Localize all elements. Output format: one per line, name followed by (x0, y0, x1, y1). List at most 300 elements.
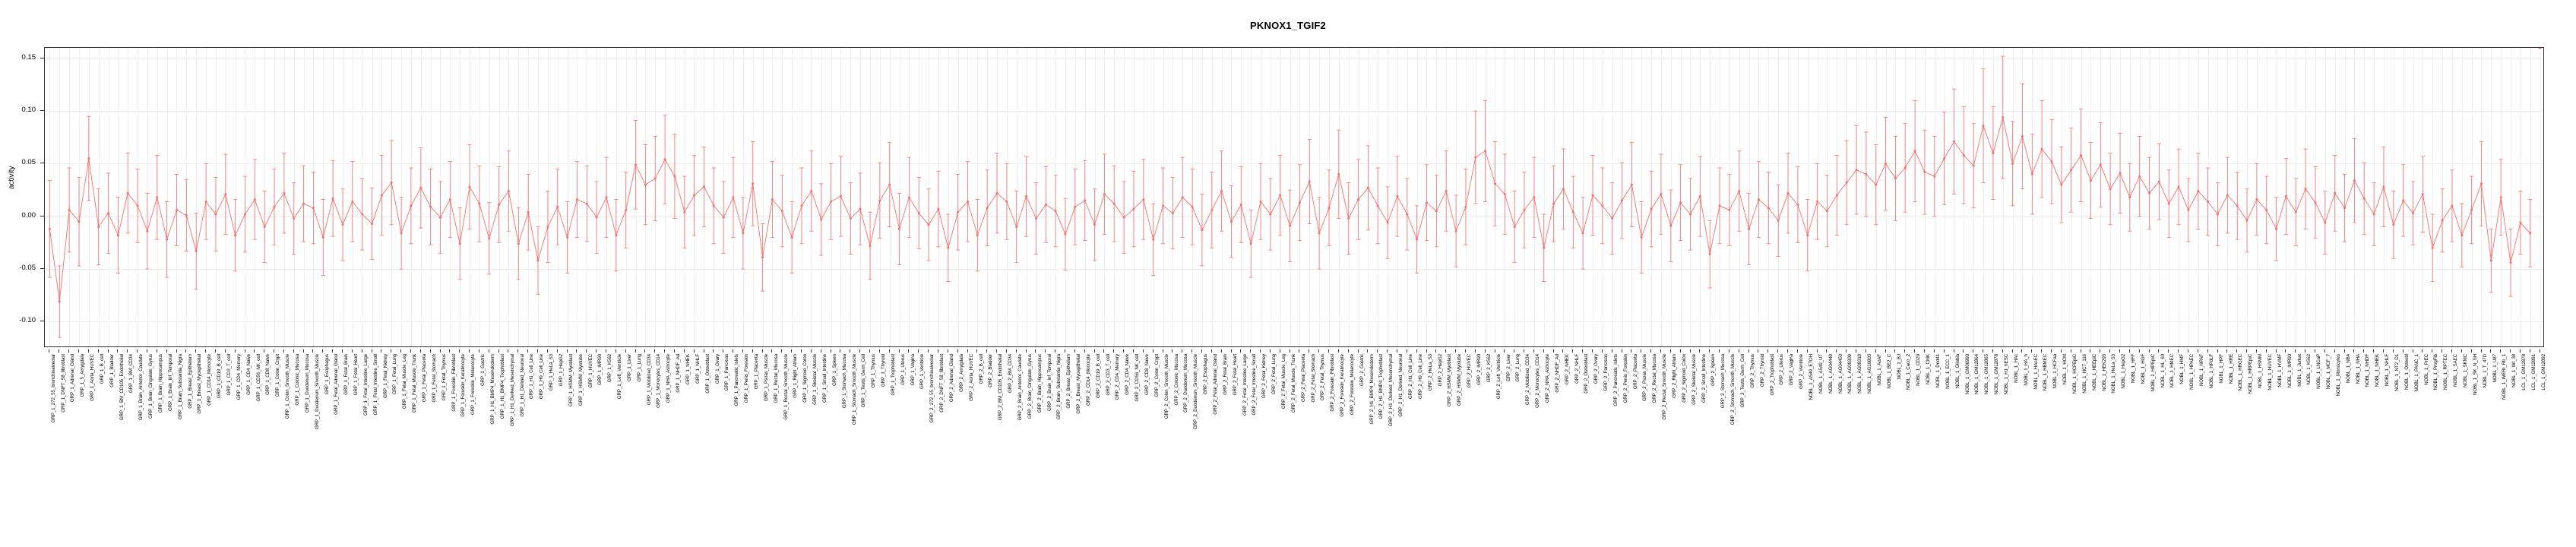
x-tick-label: GRP_2_Sigmoid_Colon (1681, 354, 1687, 403)
x-tick-label: GRP_1_H1_Cell_Line (529, 354, 535, 400)
x-tick-label: GRP_1_Fetal_Thymus (441, 354, 447, 401)
x-tick-label: GRP_1_Stomach_Smooth_Muscle (851, 354, 857, 425)
x-tick-mark (967, 349, 968, 353)
x-tick-label: GRP_1_B_cell (99, 354, 105, 384)
x-tick-label: NOBL_1_HAoEC (2033, 354, 2039, 390)
x-tick-mark (1709, 349, 1710, 353)
x-tick-label: GRP_2_Ovary (1593, 354, 1600, 384)
x-tick-mark (1445, 349, 1446, 353)
x-tick-mark (78, 349, 79, 353)
x-tick-label: GRP_1_HeLa_S3 (549, 354, 555, 391)
x-tick-mark (644, 349, 645, 353)
x-tick-label: GRP_1_Fetal_Lung (392, 354, 398, 395)
x-tick-mark (1250, 349, 1251, 353)
x-tick-mark (996, 349, 997, 353)
x-tick-label: GRP_1_Monocytes_CD14 (656, 354, 662, 408)
x-tick-label: GRP_2_Rectal_Smooth_Muscle (1662, 354, 1668, 420)
x-tick-label: GRP_1_Esophagus (324, 354, 330, 395)
x-tick-label: GRP_2_CD4_Memory (1115, 354, 1121, 400)
x-tick-label: NOBL_1_H1_hESC (2003, 354, 2009, 395)
x-tick-mark (1553, 349, 1554, 353)
x-tick-label: GRP_1_272_55_bronchioalveolar (50, 354, 56, 423)
x-tick-mark (2021, 349, 2022, 353)
x-tick-label: NOBL_1_NT2_D1 (2394, 354, 2400, 391)
x-tick-mark (2168, 349, 2169, 353)
x-tick-mark (674, 349, 675, 353)
x-tick-mark (713, 349, 714, 353)
x-tick-label: GRP_1_CD3_T_cell (226, 354, 232, 396)
x-tick-mark (1846, 349, 1847, 353)
x-tick-label: NOBL_1_Monocytes (2335, 354, 2341, 397)
x-tick-label: GRP_2_272_55_bronchioalveolar (929, 354, 935, 423)
x-tick-label: NOBL_1_AG04449 (1828, 354, 1834, 394)
x-tick-mark (1904, 349, 1905, 353)
x-tick-label: NOBL_1_HEEpiC (2091, 354, 2097, 390)
x-tick-mark (1963, 349, 1964, 353)
x-tick-label: GRP_2_Small_Intestine (1701, 354, 1707, 403)
x-tick-label: GRP_1_H1_Derived_Mesenchymal (509, 354, 515, 427)
x-tick-label: NOBL_1_RPTEC (2443, 354, 2449, 390)
x-tick-mark (2334, 349, 2335, 353)
x-tick-label: NOBL_1_NHEK (2375, 354, 2381, 387)
x-tick-mark (2226, 349, 2227, 353)
x-tick-mark (2109, 349, 2110, 353)
x-tick-label: GRP_1_NHA_Astrocyte (666, 354, 672, 403)
x-tick-mark (1358, 349, 1359, 353)
x-tick-label: GRP_2_Vagina (1789, 354, 1795, 386)
x-tick-label: NOBL_1_HGF (2140, 354, 2146, 384)
x-tick-label: GRP_2_HSMM_Myoblast (1447, 354, 1453, 406)
x-tick-label: GRP_1_5_Amygdala (80, 354, 86, 397)
x-tick-label: NOBL_1_LNCaP (2316, 354, 2322, 389)
x-tick-label: GRP_1_H1_Derived_Neuronal (519, 354, 525, 417)
x-tick-mark (2344, 349, 2345, 353)
x-tick-mark (2266, 349, 2267, 353)
x-tick-label: GRP_2_Bladder (988, 354, 994, 387)
x-tick-label: GRP_1_Osteoblast (704, 354, 710, 394)
x-tick-mark (1748, 349, 1749, 353)
x-tick-label: GRP_2_NHLF (1574, 354, 1580, 384)
x-tick-mark (2276, 349, 2277, 353)
x-tick-label: NOBL_1_GM12878 (1994, 354, 2000, 394)
x-tick-mark (1221, 349, 1222, 353)
x-tick-mark (537, 349, 538, 353)
x-tick-mark (2490, 349, 2491, 353)
x-tick-mark (2353, 349, 2354, 353)
x-tick-label: NOBL_1_HL_60 (2160, 354, 2166, 388)
x-tick-label: GRP_2_Fetal_Heart (1232, 354, 1238, 396)
x-tick-label: GRP_2_Lung (1515, 354, 1521, 382)
x-tick-label: NOBL_1_A549_ETOH (1808, 354, 1814, 400)
x-tick-mark (1026, 349, 1027, 353)
x-tick-mark (1670, 349, 1671, 353)
x-tick-label: GRP_1_Small_Intestine (821, 354, 828, 403)
x-tick-label: NOBL_1_Osteobl (2404, 354, 2410, 390)
x-tick-mark (567, 349, 568, 353)
x-tick-mark (2119, 349, 2120, 353)
x-tick-label: GRP_2_Testis_Germ_Cell (1739, 354, 1745, 408)
x-tick-label: NOBL_1_HRE (2228, 354, 2234, 384)
x-tick-mark (557, 349, 558, 353)
x-tick-label: GRP_2_H1_Derived_Neuronal (1398, 354, 1404, 417)
x-tick-label: GRP_2_Fetal_Placenta (1300, 354, 1306, 403)
x-tick-label: GRP_2_Fetal_Brain (1222, 354, 1228, 395)
x-tick-label: NOBL_1_HRGEC (2238, 354, 2244, 391)
x-tick-label: GRP_2_NHDF_Ad (1554, 354, 1560, 393)
x-tick-mark (1797, 349, 1798, 353)
x-tick-label: GRP_1_Fetal_Adrenal_Gland (334, 354, 340, 415)
x-tick-label: GRP_2_H1_BMP4_Mesendoderm (1369, 354, 1375, 425)
x-tick-mark (1435, 349, 1436, 353)
x-tick-mark (654, 349, 655, 353)
x-tick-label: NOBL_1_K562 (2306, 354, 2312, 385)
x-tick-mark (2510, 349, 2511, 353)
x-tick-label: GRP_2_Penis_Foreskin (1622, 354, 1628, 403)
x-tick-label: NOBL_1_CMK (1926, 354, 1932, 384)
x-tick-label: GRP_1_Skeletal_Muscle (812, 354, 818, 405)
x-tick-label: NOBL_1_NHA (2355, 354, 2361, 384)
x-tick-mark (1944, 349, 1945, 353)
x-tick-mark (976, 349, 977, 353)
x-tick-mark (1045, 349, 1046, 353)
x-tick-label: GRP_2_BM_CD34 (1008, 354, 1014, 393)
x-tick-mark (1328, 349, 1329, 353)
x-tick-label: NOBL_1_ProgFib (2433, 354, 2439, 390)
x-tick-mark (166, 349, 167, 353)
x-tick-label: GRP_2_Gastric (1359, 354, 1365, 387)
y-tick-label: 0.15 (21, 52, 36, 62)
x-tick-mark (801, 349, 802, 353)
x-tick-mark (2471, 349, 2472, 353)
x-tick-mark (185, 349, 186, 353)
x-tick-label: GRP_1_K562 (607, 354, 613, 383)
x-tick-mark (1817, 349, 1818, 353)
x-tick-mark (117, 349, 118, 353)
x-tick-mark (352, 349, 353, 353)
x-tick-mark (195, 349, 196, 353)
x-tick-label: GRP_2_Pancreatic_Islets (1612, 354, 1619, 406)
x-tick-label: GRP_1_Foreskin_Melanocyte (470, 354, 476, 416)
x-tick-label: GRP_2_Aorta_HUVEC (968, 354, 974, 401)
x-tick-mark (2158, 349, 2159, 353)
x-tick-label: GRP_2_HSMM_Myotube (1457, 354, 1463, 406)
x-tick-mark (1211, 349, 1212, 353)
x-tick-label: GRP_1_Stomach_Mucosa (841, 354, 847, 409)
x-tick-mark (1572, 349, 1573, 353)
x-tick-label: GRP_1_Thymus (871, 354, 877, 388)
x-tick-mark (2129, 349, 2130, 353)
x-tick-label: GRP_2_Fetal_Intestine_Large (1242, 354, 1248, 416)
x-tick-mark (908, 349, 909, 353)
x-tick-label: NOBL_1_HUVEC (2267, 354, 2273, 390)
x-tick-label: NOBL_1_U87 (2492, 354, 2498, 383)
x-tick-label: NOBL_1_NHLF (2385, 354, 2391, 387)
x-tick-mark (1113, 349, 1114, 353)
x-tick-label: NOBL_1_HepG2 (2121, 354, 2127, 389)
x-tick-label: GRP_1_CD4_Naive (245, 354, 252, 395)
x-tick-mark (586, 349, 587, 353)
x-tick-label: GRP_1_Gastric (480, 354, 486, 387)
x-tick-label: GRP_1_Fetal_Kidney (382, 354, 388, 399)
x-tick-label: GRP_2_Fetal_Thymus (1320, 354, 1326, 401)
x-tick-label: GRP_1_Duodenum_Mucosa (304, 354, 310, 413)
plot-area (44, 47, 2544, 347)
x-tick-mark (303, 349, 304, 353)
x-tick-mark (1084, 349, 1085, 353)
x-tick-mark (2207, 349, 2208, 353)
x-tick-label: GRP_2_Brain_Hippocampus (1036, 354, 1043, 413)
x-tick-mark (469, 349, 470, 353)
x-tick-mark (635, 349, 636, 353)
x-tick-label: GRP_2_Foreskin_Melanocyte (1349, 354, 1355, 416)
x-tick-label: NOBL_1_HMEC (2169, 354, 2176, 388)
x-tick-label: NOBL_1_AG09319 (1857, 354, 1863, 394)
x-tick-label: NOBL_1_HPdLF (2208, 354, 2214, 389)
x-tick-label: GRP_1_CD56_NK_cell (255, 354, 261, 402)
x-tick-mark (215, 349, 216, 353)
x-tick-label: GRP_1_Fetal_Intestine_Small (372, 354, 378, 416)
x-tick-label: GRP_1_Bladder (109, 354, 115, 387)
x-tick-label: GRP_1_HepG2 (558, 354, 564, 387)
x-tick-mark (1924, 349, 1925, 353)
x-tick-label: GRP_1_Fetal_Stomach (431, 354, 437, 403)
x-tick-label: GRP_2_Left_Ventricle (1495, 354, 1502, 400)
x-tick-mark (1914, 349, 1915, 353)
x-tick-label: GRP_1_Brain_Inf_Temporal (167, 354, 173, 411)
x-tick-mark (1777, 349, 1778, 353)
x-tick-label: GRP_2_CD3_T_cell (1105, 354, 1111, 396)
x-tick-mark (1094, 349, 1095, 353)
x-tick-label: NOBL_1_Jurkat (2296, 354, 2302, 387)
x-tick-label: NOBL_1_WERI_Rb_1 (2502, 354, 2508, 400)
x-tick-mark (2295, 349, 2296, 353)
x-tick-label: GRP_1_Fetal_Brain (343, 354, 350, 395)
x-tick-label: GRP_1_Testis_Germ_Cell (861, 354, 867, 408)
x-tick-label: NOBL_1_HeLa_S3 (2111, 354, 2117, 394)
x-tick-label: NOBL_1_Gliobla (1954, 354, 1960, 389)
x-tick-mark (664, 349, 665, 353)
x-tick-label: NOBL_1_HPAEC (2189, 354, 2195, 390)
x-tick-mark (1602, 349, 1603, 353)
x-tick-label: GRP_1_CD8_Naive (265, 354, 271, 395)
x-tick-label: GRP_2_Fetal_Muscle_Leg (1280, 354, 1286, 409)
x-tick-label: GRP_1_Adrenal_Gland (70, 354, 76, 403)
x-tick-label: GRP_1_Ovary (714, 354, 720, 384)
x-tick-mark (1787, 349, 1788, 353)
x-tick-mark (1875, 349, 1876, 353)
x-tick-label: GRP_2_H1_BMP4_Trophoblast (1378, 354, 1385, 419)
x-tick-mark (1318, 349, 1319, 353)
x-tick-label: GRP_2_H1_Cell_Line (1408, 354, 1413, 400)
x-tick-label: GRP_1_Uterus (900, 354, 906, 385)
x-tick-mark (88, 349, 89, 353)
x-tick-mark (2393, 349, 2394, 353)
x-tick-label: GRP_2_Pancreas (1603, 354, 1609, 391)
x-tick-label: NOBL_1_HCPEpiC (2071, 354, 2078, 394)
x-tick-mark (1767, 349, 1768, 353)
x-tick-label: NOBL_1_PrEC (2423, 354, 2429, 385)
x-tick-label: GRP_1_Colon_Crypt (275, 354, 281, 397)
x-tick-mark (312, 349, 313, 353)
x-tick-mark (596, 349, 597, 353)
x-tick-label: NOBL_1_AG10803 (1867, 354, 1872, 394)
x-tick-label: GRP_2_Psoas_Muscle (1642, 354, 1648, 402)
x-tick-label: GRP_2_Spleen (1710, 354, 1717, 386)
x-tick-label: GRP_2_B_cell (978, 354, 984, 384)
x-tick-label: GRP_1_Fetal_Muscle_Leg (402, 354, 408, 409)
x-tick-label: GRP_1_Brain_Hippocampus (158, 354, 163, 413)
x-tick-mark (283, 349, 284, 353)
x-tick-label: NOBL_1_AG09309 (1847, 354, 1853, 394)
x-tick-mark (1426, 349, 1427, 353)
x-tick-label: GRP_1_Pancreatic_Islets (734, 354, 740, 406)
x-tick-mark (576, 349, 577, 353)
x-tick-label: GRP_1_Foreskin_Fibroblast (451, 354, 457, 412)
x-tick-label: NOBL_1_HIPEpiC (2150, 354, 2156, 392)
x-tick-mark (1153, 349, 1154, 353)
x-tick-label: GRP_2_Fetal_Lung (1271, 354, 1277, 395)
x-tick-mark (2002, 349, 2003, 353)
x-tick-mark (1201, 349, 1202, 353)
x-tick-label: NOBL_1_HCM (2062, 354, 2068, 385)
x-tick-label: GRP_2_Right_Atrium (1672, 354, 1677, 398)
x-tick-label: GRP_1_Brain_Substantia_Nigra (177, 354, 183, 420)
x-tick-mark (2363, 349, 2364, 353)
x-tick-label: GRP_2_BM_CD105_Endothelial (998, 354, 1004, 421)
x-tick-label: GRP_2_HUVEC (1467, 354, 1473, 388)
x-tick-mark (440, 349, 441, 353)
x-tick-label: GRP_1_HSMM_Myoblast (568, 354, 574, 406)
x-tick-label: GRP_2_H9_Cell_Line (1417, 354, 1423, 400)
x-tick-mark (742, 349, 743, 353)
x-tick-label: GRP_2_Thymus (1749, 354, 1755, 388)
x-tick-mark (1035, 349, 1036, 353)
x-tick-label: NOBL_1_HPAF (2199, 354, 2204, 387)
x-tick-label: GRP_1_DNFT_58_fibroblast (60, 354, 66, 413)
x-tick-label: GRP_2_Brain_Cingulate_Gyrus (1027, 354, 1033, 419)
x-tick-mark (2500, 349, 2501, 353)
x-tick-label: GRP_2_Osteoblast (1584, 354, 1590, 394)
x-tick-label: GRP_2_HeLa_S3 (1427, 354, 1433, 391)
x-tick-label: GRP_2_Foreskin_Keratinocyte (1340, 354, 1345, 417)
x-tick-label: GRP_2_Brain_Anterior_Caudate (1017, 354, 1023, 421)
x-tick-label: GRP_1_CD4_Memory (236, 354, 242, 400)
x-tick-label: GRP_1_Colon_Smooth_Muscle (285, 354, 291, 419)
x-tick-label: NOBL_1_BJ (1896, 354, 1902, 380)
x-tick-label: GRP_2_Rectal_Mucosa (1652, 354, 1658, 403)
x-tick-mark (127, 349, 128, 353)
x-tick-label: GRP_2_Liver (1505, 354, 1511, 382)
x-tick-label: GRP_1_Mobilized_CD34 (646, 354, 652, 406)
x-tick-label: GRP_1_HUVEC (587, 354, 593, 388)
x-tick-label: GRP_2_Adrenal_Gland (949, 354, 954, 403)
x-tick-label: NOBL_1_PANC_1 (2413, 354, 2419, 392)
x-tick-mark (2217, 349, 2218, 353)
x-tick-label: GRP_2_Uterus (1779, 354, 1785, 385)
x-tick-label: GRP_1_Ventricle (919, 354, 926, 389)
x-tick-label: GRP_2_IMR90 (1476, 354, 1482, 385)
x-tick-label: NOBL_1_HCT_116 (2081, 354, 2087, 394)
x-tick-mark (1387, 349, 1388, 353)
x-tick-mark (410, 349, 411, 353)
y-tick-label: 0.05 (21, 158, 36, 167)
x-tick-label: GRP_1_CD14_Monocyte (207, 354, 213, 406)
x-tick-label: NOBL_1_HVMF (2277, 354, 2283, 387)
x-tick-label: GRP_2_Duodenum_Mucosa (1183, 354, 1189, 413)
y-tick-label: 0.10 (21, 106, 36, 115)
x-tick-mark (225, 349, 226, 353)
x-tick-label: GRP_1_IMR90 (597, 354, 603, 385)
x-tick-label: NOBL_1_CD20 (1916, 354, 1922, 386)
x-tick-mark (517, 349, 518, 353)
x-tick-mark (1533, 349, 1534, 353)
x-tick-mark (1836, 349, 1837, 353)
x-tick-label: GRP_2_Skeletal_Muscle (1691, 354, 1697, 405)
x-tick-mark (459, 349, 460, 353)
x-tick-mark (1074, 349, 1075, 353)
x-tick-mark (1543, 349, 1544, 353)
x-tick-label: GRP_1_Aorta_HUVEC (90, 354, 95, 401)
activity-series (45, 48, 2544, 347)
x-tick-mark (137, 349, 138, 353)
x-tick-mark (1885, 349, 1886, 353)
x-tick-label: GRP_2_Trophoblast (1769, 354, 1775, 396)
x-tick-mark (684, 349, 685, 353)
x-tick-mark (2012, 349, 2013, 353)
x-tick-label: NOBL_1_AG04450 (1837, 354, 1843, 394)
x-tick-label: GRP_2_Esophagus (1203, 354, 1209, 395)
x-tick-label: NOBL_1_Caco_2 (1906, 354, 1912, 390)
x-tick-mark (1191, 349, 1192, 353)
x-tick-mark (2403, 349, 2404, 353)
x-tick-label: NOBL_1_HRPEpiC (2248, 354, 2254, 394)
y-tick-label: -0.10 (19, 316, 36, 325)
x-tick-mark (2041, 349, 2042, 353)
x-tick-label: GRP_1_Psoas_Muscle (763, 354, 769, 402)
x-tick-label: NOBL_1_SKMC (2463, 354, 2468, 387)
x-tick-mark (1367, 349, 1368, 353)
x-tick-label: NOBL_1_IMR90 (2286, 354, 2293, 388)
error-bars (48, 48, 2542, 337)
x-tick-mark (1006, 349, 1007, 353)
x-tick-mark (1504, 349, 1505, 353)
x-tick-label: GRP_1_H1_BMP4_Mesendoderm (489, 354, 495, 425)
x-tick-label: GRP_2_Stomach_Mucosa (1720, 354, 1726, 409)
x-tick-mark (889, 349, 890, 353)
x-tick-label: GRP_2_Fetal_Stomach (1310, 354, 1316, 403)
x-tick-mark (1133, 349, 1134, 353)
x-tick-label: GRP_1_Right_Atrium (793, 354, 799, 398)
x-tick-mark (205, 349, 206, 353)
x-tick-mark (2481, 349, 2482, 353)
y-tick-label: -0.05 (19, 264, 36, 273)
x-tick-label: GRP_2_Placenta (1632, 354, 1638, 390)
chart-title: PKNOX1_TGIF2 (1250, 20, 1326, 31)
x-tick-mark (420, 349, 421, 353)
x-tick-mark (98, 349, 99, 353)
x-tick-mark (2246, 349, 2247, 353)
x-tick-label: NOBL_1_ECC_1 (1945, 354, 1951, 389)
x-tick-label: GRP_2_Colon_Crypt (1154, 354, 1160, 397)
x-tick-label: GRP_1_Fetal_Heart (353, 354, 359, 396)
x-tick-mark (1016, 349, 1017, 353)
x-tick-label: GRP_1_BM_CD105_Endothelial (119, 354, 125, 421)
x-tick-label: NOBL_1_HA_h (2023, 354, 2029, 386)
data-points (49, 48, 2541, 303)
x-tick-mark (1143, 349, 1144, 353)
x-tick-label: GRP_1_BM_CD34 (128, 354, 134, 393)
x-tick-mark (1650, 349, 1651, 353)
